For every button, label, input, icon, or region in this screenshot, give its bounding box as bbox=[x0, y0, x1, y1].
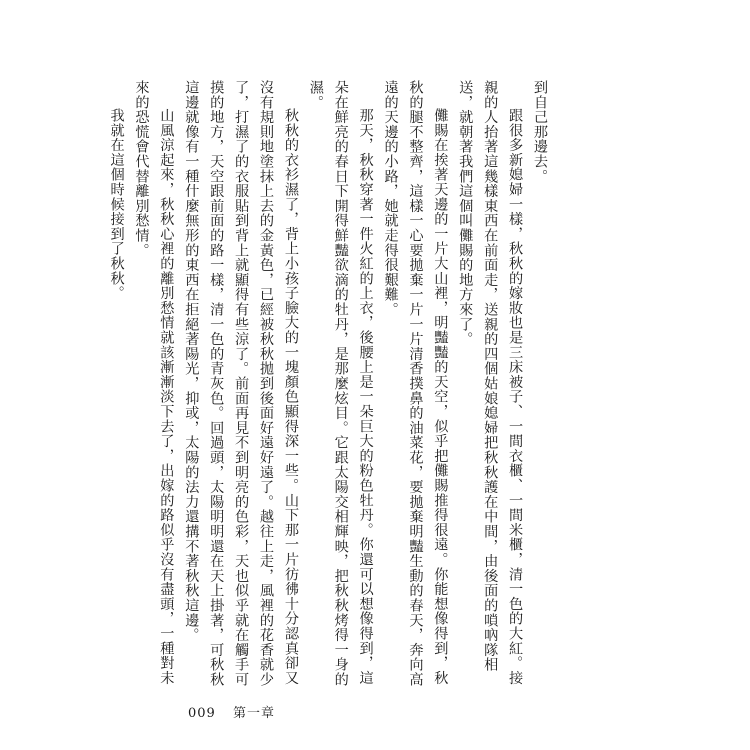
paragraph: 到自己那邊去。 bbox=[532, 80, 548, 184]
paragraph: 儺賜在挨著天邊的一片大山裡，明豔豔的天空，似乎把儺賜推得很遠。你能想像得到，秋秋的腿不整齊，這樣一心要拋棄一片一片清香撲鼻的油菜花，要拋棄明豔生動的春天，奔向高遠的天邊的小路，她就走得很艱難。 bbox=[382, 80, 449, 687]
page-footer bbox=[188, 702, 275, 721]
paragraph: 我就在這個時候接到了秋秋。 bbox=[108, 108, 125, 301]
vertical-text-block bbox=[108, 80, 552, 700]
paragraph: 那天，秋秋穿著一件火紅的上衣，後腰上是一朵巨大的粉色牡丹。你還可以想像得到，這朵在鮮亮的春日下開得鮮豔欲滴的牡丹，是那麼炫目。它跟太陽交相輝映，把秋秋烤得一身的濕。 bbox=[307, 80, 374, 687]
paragraph: 跟很多新媳婦一樣，秋秋的嫁妝也是三床被子、一間衣櫃、一間米櫃，清一色的大紅。接親的人抬著這幾樣東西在前面走，送親的四個姑娘媳婦把秋秋護在中間，由後面的嗩吶隊相送，就朝著我們這個叫儺賜的地方來了。 bbox=[457, 80, 524, 686]
page-number: 009 bbox=[188, 706, 216, 721]
paragraph: 秋秋的衣衫濕了，背上小孩子臉大的一塊顏色顯得深一些。山下那一片彷彿十分認真卻又沒有規則地塗抹上去的金黃色，已經被秋秋拋到後面好遠好遠了。越往上走，風裡的花香就少了，打濕了的衣服貼到背上就顯得有些涼了。前面再見不到明亮的色彩，天也似乎就在觸手可摸的地方，天空跟前面的路一樣，清一色的青灰色。回過頭，太陽明明還在天上掛著，可秋秋這邊就像有一種什麼無形的東西在拒絕著陽光，抑或，太陽的法力還搆不著秋秋這邊。 bbox=[183, 80, 299, 687]
paragraph: 山風涼起來，秋秋心裡的離別愁情就該漸漸淡下去了，出嫁的路似乎沒有盡頭，一種對未來的恐慌會代替離別愁情。 bbox=[133, 80, 175, 686]
chapter-title: 第一章 bbox=[232, 706, 275, 721]
